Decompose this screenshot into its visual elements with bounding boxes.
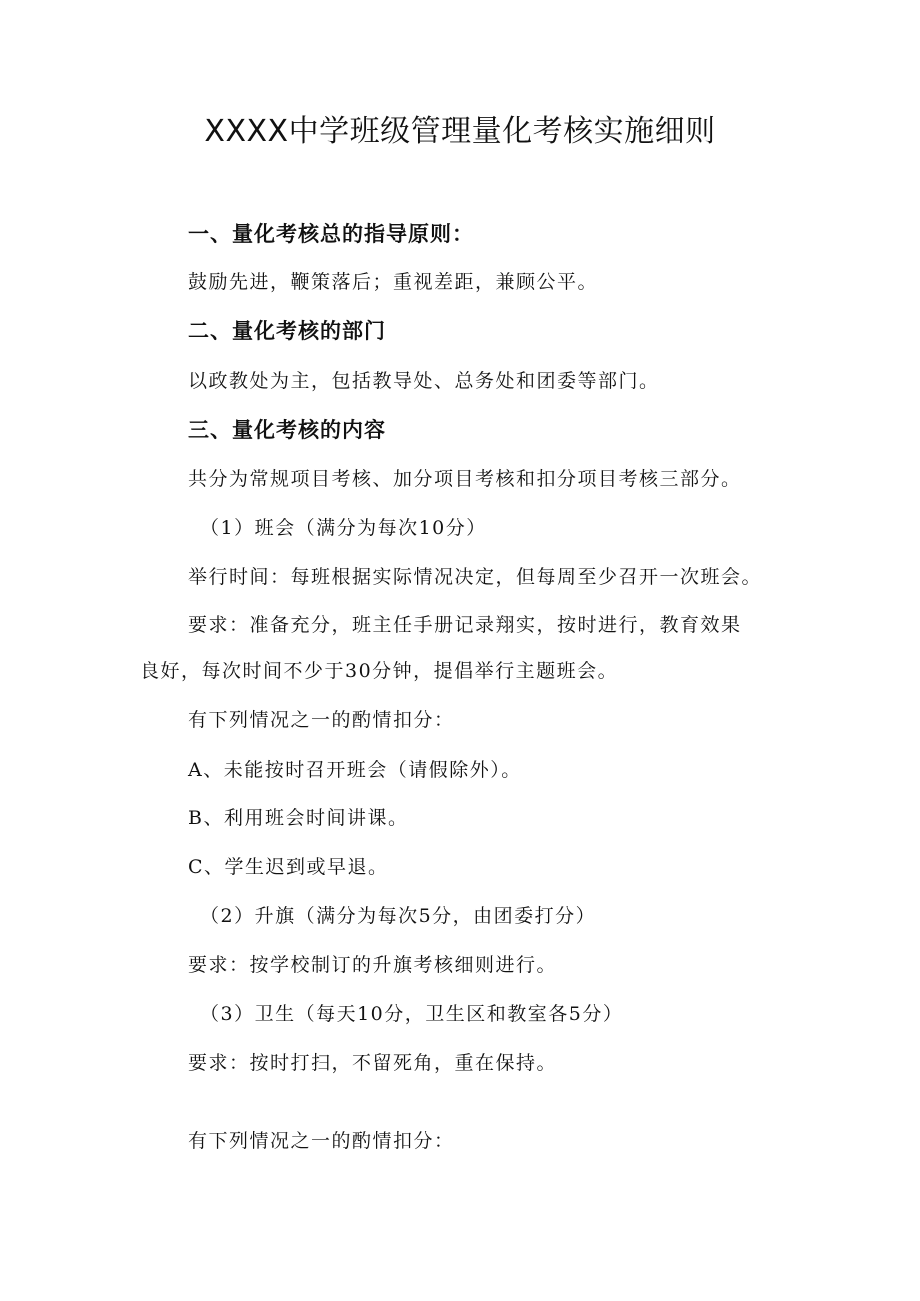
- section-body-content: 共分为常规项目考核、加分项目考核和扣分项目考核三部分。: [188, 468, 742, 490]
- item-hygiene-requirement: 要求：按时打扫，不留死角，重在保持。: [188, 1052, 558, 1074]
- section-heading-content: 三、量化考核的内容: [188, 418, 386, 442]
- deduction-item-c: C、学生迟到或早退。: [188, 856, 389, 878]
- document-title: XXXX中学班级管理量化考核实施细则: [204, 114, 716, 149]
- item-hygiene-deduction-intro: 有下列情况之一的酌情扣分：: [188, 1130, 455, 1152]
- item-class-meeting-title: （1）班会（满分为每次10分）: [200, 517, 487, 539]
- item-class-meeting-deduction-intro: 有下列情况之一的酌情扣分：: [188, 709, 455, 731]
- item-flag-raising-title: （2）升旗（满分为每次5分，由团委打分）: [200, 905, 597, 927]
- item-flag-raising-requirement: 要求：按学校制订的升旗考核细则进行。: [188, 954, 558, 976]
- section-heading-principles: 一、量化考核总的指导原则：: [188, 222, 474, 246]
- item-hygiene-title: （3）卫生（每天10分，卫生区和教室各5分）: [200, 1003, 624, 1025]
- section-body-departments: 以政教处为主，包括教导处、总务处和团委等部门。: [188, 370, 660, 392]
- section-body-principles: 鼓励先进，鞭策落后；重视差距，兼顾公平。: [188, 271, 599, 293]
- item-class-meeting-time: 举行时间：每班根据实际情况决定，但每周至少召开一次班会。: [188, 566, 763, 588]
- item-class-meeting-requirement-line2: 良好，每次时间不少于30分钟，提倡举行主题班会。: [140, 660, 619, 682]
- item-class-meeting-requirement-line1: 要求：准备充分，班主任手册记录翔实，按时进行，教育效果: [188, 614, 742, 636]
- deduction-item-b: B、利用班会时间讲课。: [188, 807, 409, 829]
- deduction-item-a: A、未能按时召开班会（请假除外）。: [188, 759, 522, 781]
- section-heading-departments: 二、量化考核的部门: [188, 319, 386, 343]
